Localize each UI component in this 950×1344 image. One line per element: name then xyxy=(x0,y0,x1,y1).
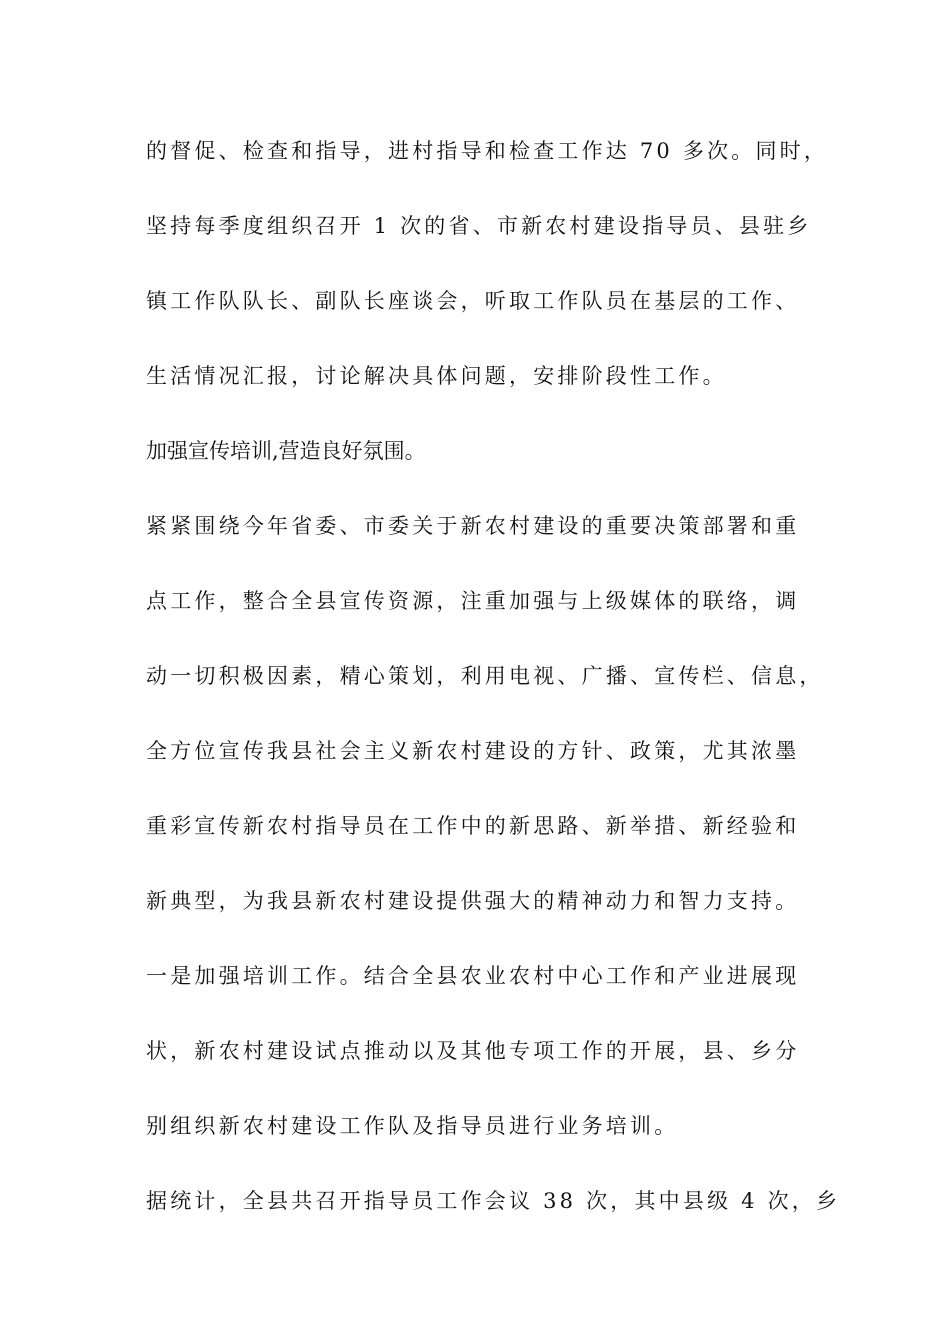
text-line: 状，新农村建设试点推动以及其他专项工作的开展，县、乡分 xyxy=(146,1039,800,1063)
section-heading: 加强宣传培训,营造良好氛围。 xyxy=(146,439,426,463)
text-line: 坚持每季度组织召开 1 次的省、市新农村建设指导员、县驻乡 xyxy=(146,214,812,238)
text-line: 动一切积极因素，精心策划，利用电视、广播、宣传栏、信息， xyxy=(146,664,824,688)
text-line: 新典型，为我县新农村建设提供强大的精神动力和智力支持。 xyxy=(146,889,800,913)
text-line: 点工作，整合全县宣传资源，注重加强与上级媒体的联络，调 xyxy=(146,589,800,613)
text-line: 镇工作队队长、副队长座谈会，听取工作队员在基层的工作、 xyxy=(146,289,800,313)
text-line: 全方位宣传我县社会主义新农村建设的方针、政策，尤其浓墨 xyxy=(146,739,800,763)
text-line: 一是加强培训工作。结合全县农业农村中心工作和产业进展现 xyxy=(146,964,800,988)
text-line: 据统计，全县共召开指导员工作会议 38 次，其中县级 4 次，乡 xyxy=(146,1189,841,1213)
text-line: 的督促、检查和指导，进村指导和检查工作达 70 多次。同时， xyxy=(146,139,829,163)
text-line: 生活情况汇报，讨论解决具体问题，安排阶段性工作。 xyxy=(146,364,727,388)
text-line: 紧紧围绕今年省委、市委关于新农村建设的重要决策部署和重 xyxy=(146,514,800,538)
text-line: 别组织新农村建设工作队及指导员进行业务培训。 xyxy=(146,1114,679,1138)
text-line: 重彩宣传新农村指导员在工作中的新思路、新举措、新经验和 xyxy=(146,814,800,838)
